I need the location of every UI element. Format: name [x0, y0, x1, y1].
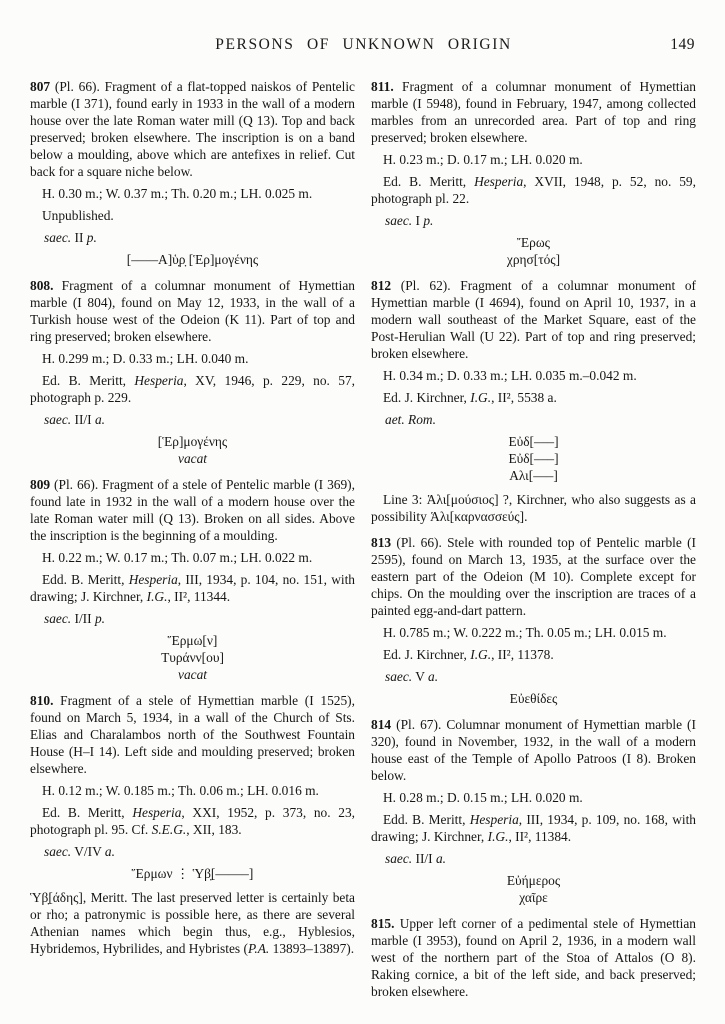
publication-line: Ed. J. Kirchner, I.G., II², 5538 a. — [383, 390, 557, 405]
publication-line: Ed. B. Meritt, Hesperia, XV, 1946, p. 229, no. 57, photograph p. 229. — [30, 373, 355, 405]
entry-number: 810. — [30, 693, 54, 708]
entry-description — [371, 78, 696, 146]
dimensions-line: H. 0.22 m.; W. 0.17 m.; Th. 0.07 m.; LH. 0.022 m. — [42, 550, 313, 565]
catalog-entry — [371, 915, 696, 1000]
catalog-entry — [30, 476, 355, 683]
publication-line: Edd. B. Meritt, Hesperia, III, 1934, p. 109, no. 168, with drawing; J. Kirchner, I.G., II², 11384. — [371, 812, 696, 844]
inscription-line: vacat — [178, 667, 207, 682]
publication-line: Edd. B. Meritt, Hesperia, III, 1934, p. 104, no. 151, with drawing; J. Kirchner, I.G., II², 11344. — [30, 572, 355, 604]
publication-line: Ed. B. Meritt, Hesperia, XXI, 1952, p. 373, no. 23, photograph pl. 95. Cf. S.E.G., XII, 183. — [30, 805, 355, 837]
entry-number: 811. — [371, 79, 394, 94]
inscription-line: χαῖρε — [519, 890, 548, 905]
catalog-entry — [30, 692, 355, 957]
inscription-line: Εὐδ[–––] — [508, 434, 559, 449]
publication-line: Ed. J. Kirchner, I.G., II², 11378. — [383, 647, 554, 662]
inscription-block — [30, 433, 355, 467]
catalog-entry — [371, 78, 696, 268]
catalog-entry — [30, 277, 355, 467]
date-line: saec. II/I a. — [385, 851, 446, 866]
description-text: Columnar monument of Hymettian marble (I 320), found in November, 1932, in the wall of a modern house east of the Temple of Apollo Patroos (I 8). Broken below. — [371, 717, 696, 783]
inscription-line: [––––Α]ὑ̣ρ̣ [Ἑρ]μογένης — [126, 252, 259, 267]
dimensions-line: H. 0.23 m.; D. 0.17 m.; LH. 0.020 m. — [383, 152, 583, 167]
entry-description — [371, 716, 696, 784]
date-line: saec. I/II p. — [44, 611, 105, 626]
publication-line: Ed. B. Meritt, Hesperia, XVII, 1948, p. 52, no. 59, photograph pl. 22. — [371, 174, 696, 206]
description-text: Upper left corner of a pedimental stele of Hymettian marble (I 3953), found on April 2, 1936, in a modern wall west of the northern part of the Stoa of Attalos (O 8). Raking cornice, a bit of the left side, and back preserved; broken elsewhere. — [371, 916, 696, 999]
running-title: PERSONS OF UNKNOWN ORIGIN — [215, 36, 512, 53]
description-text: Fragment of a stele of Hymettian marble (I 1525), found on March 5, 1934, in a wall of the Church of Sts. Elias and Charalambos north of the Southwest Fountain House (H–I 14). Left side and moulding preserved; broken elsewhere. — [30, 693, 355, 776]
dimensions-line: H. 0.299 m.; D. 0.33 m.; LH. 0.040 m. — [42, 351, 249, 366]
plate-reference: (Pl. 67). — [391, 717, 442, 732]
dimensions-line: H. 0.30 m.; W. 0.37 m.; Th. 0.20 m.; LH. 0.025 m. — [42, 186, 313, 201]
inscription-block — [30, 251, 355, 268]
inscription-line: Ἔρως — [517, 235, 550, 250]
inscription-line: Τυράνν[ου] — [161, 650, 224, 665]
inscription-block — [371, 234, 696, 268]
entry-description — [371, 534, 696, 619]
inscription-line: Ἕρμων ⋮ Ὑβ̣[–––––] — [131, 866, 254, 881]
inscription-line: Αλι[–––] — [509, 468, 558, 483]
description-text: Stele with rounded top of Pentelic marble (I 2595), found on March 13, 1935, at the surface over the eastern part of the Odeion (M 10). Complete except for chips. On the moulding over the inscription are traces of a painted egg-and-dart pattern. — [371, 535, 696, 618]
inscription-line: χρησ[τός] — [506, 252, 561, 267]
date-line: saec. II p. — [44, 230, 97, 245]
right-column — [371, 78, 696, 1009]
inscription-block — [371, 690, 696, 707]
entry-number: 807 — [30, 79, 51, 94]
dimensions-line: H. 0.12 m.; W. 0.185 m.; Th. 0.06 m.; LH. 0.016 m. — [42, 783, 319, 798]
date-line: saec. V/IV a. — [44, 844, 115, 859]
entry-description — [30, 476, 355, 544]
inscription-line: [Ἑρ]μογένης — [157, 434, 228, 449]
description-text: Fragment of a columnar monument of Hymettian marble (I 804), found on May 12, 1933, in the wall of a Turkish house west of the Odeion (K 11). Part of top and ring preserved; broken elsewhere. — [30, 278, 355, 344]
inscription-line: Εὐεθίδες — [509, 691, 558, 706]
date-line: aet. Rom. — [385, 412, 436, 427]
description-text: Fragment of a columnar monument of Hymettian marble (I 5948), found in February, 1947, among collected marbles from an unrecorded area. Part of top and ring preserved; broken elsewhere. — [371, 79, 696, 145]
entry-description — [30, 692, 355, 777]
dimensions-line: H. 0.28 m.; D. 0.15 m.; LH. 0.020 m. — [383, 790, 583, 805]
dimensions-line: H. 0.34 m.; D. 0.33 m.; LH. 0.035 m.–0.042 m. — [383, 368, 637, 383]
plate-reference: (Pl. 62). — [391, 278, 451, 293]
entry-number: 809 — [30, 477, 51, 492]
description-text: Fragment of a stele of Pentelic marble (I 369), found late in 1932 in the wall of a modern house over the late Roman water mill (Q 13). Broken on all sides. Above the inscription is the beginning of a moulding. — [30, 477, 355, 543]
inscription-block — [30, 632, 355, 683]
entry-description — [30, 78, 355, 180]
entry-number: 814 — [371, 717, 392, 732]
page-header — [30, 36, 697, 58]
inscription-line: Εὐδ[–––] — [508, 451, 559, 466]
entry-number: 813 — [371, 535, 392, 550]
description-text: Fragment of a flat-topped naiskos of Pentelic marble (I 371), found early in 1933 in the wall of a modern house over the late Roman water mill (Q 13). Top and back preserved; broken elsewhere. The inscription is on a band below a moulding, above which are antefixes in relief. Cut back for a square niche below. — [30, 79, 355, 179]
commentary: Ὑβ̣[άδης], Meritt. The last preserved letter is certainly beta or rho; a patronymic is possible here, as there are several Athenian names which begin thus, e.g., Hyblesios, Hybridemos, Hybrilides, and Hybristes (P.A. 13893–13897). — [30, 890, 355, 956]
left-column — [30, 78, 355, 1009]
dimensions-line: H. 0.785 m.; W. 0.222 m.; Th. 0.05 m.; LH. 0.015 m. — [383, 625, 667, 640]
inscription-line: Ἕρμω[ν] — [167, 633, 218, 648]
catalog-entry — [371, 534, 696, 707]
date-line: saec. I p. — [385, 213, 434, 228]
description-text: Fragment of a columnar monument of Hymettian marble (I 4694), found on April 10, 1937, in a modern wall southeast of the Market Square, east of the Post-Herulian Wall (U 22). Part of top and ring preserved; broken elsewhere. — [371, 278, 696, 361]
catalog-entry — [371, 716, 696, 906]
plate-reference: (Pl. 66). — [50, 79, 100, 94]
text-columns — [30, 78, 697, 1009]
page-number: 149 — [670, 36, 695, 53]
catalog-entry — [371, 277, 696, 525]
catalog-entry — [30, 78, 355, 268]
publication-line: Unpublished. — [42, 208, 114, 223]
plate-reference: (Pl. 66). — [391, 535, 442, 550]
inscription-block — [371, 872, 696, 906]
entry-description — [371, 915, 696, 1000]
entry-number: 808. — [30, 278, 54, 293]
inscription-block — [30, 865, 355, 882]
inscription-line: vacat — [178, 451, 207, 466]
entry-description — [371, 277, 696, 362]
date-line: saec. II/I a. — [44, 412, 105, 427]
entry-description — [30, 277, 355, 345]
plate-reference: (Pl. 66). — [50, 477, 99, 492]
date-line: saec. V a. — [385, 669, 439, 684]
entry-number: 815. — [371, 916, 395, 931]
inscription-line: Εὐήμερος — [506, 873, 561, 888]
commentary: Line 3: Ἁλι[μούσιος] ?, Kirchner, who also suggests as a possibility Ἁλι[καρνασσεύς]. — [371, 492, 696, 524]
inscription-block — [371, 433, 696, 484]
entry-number: 812 — [371, 278, 392, 293]
